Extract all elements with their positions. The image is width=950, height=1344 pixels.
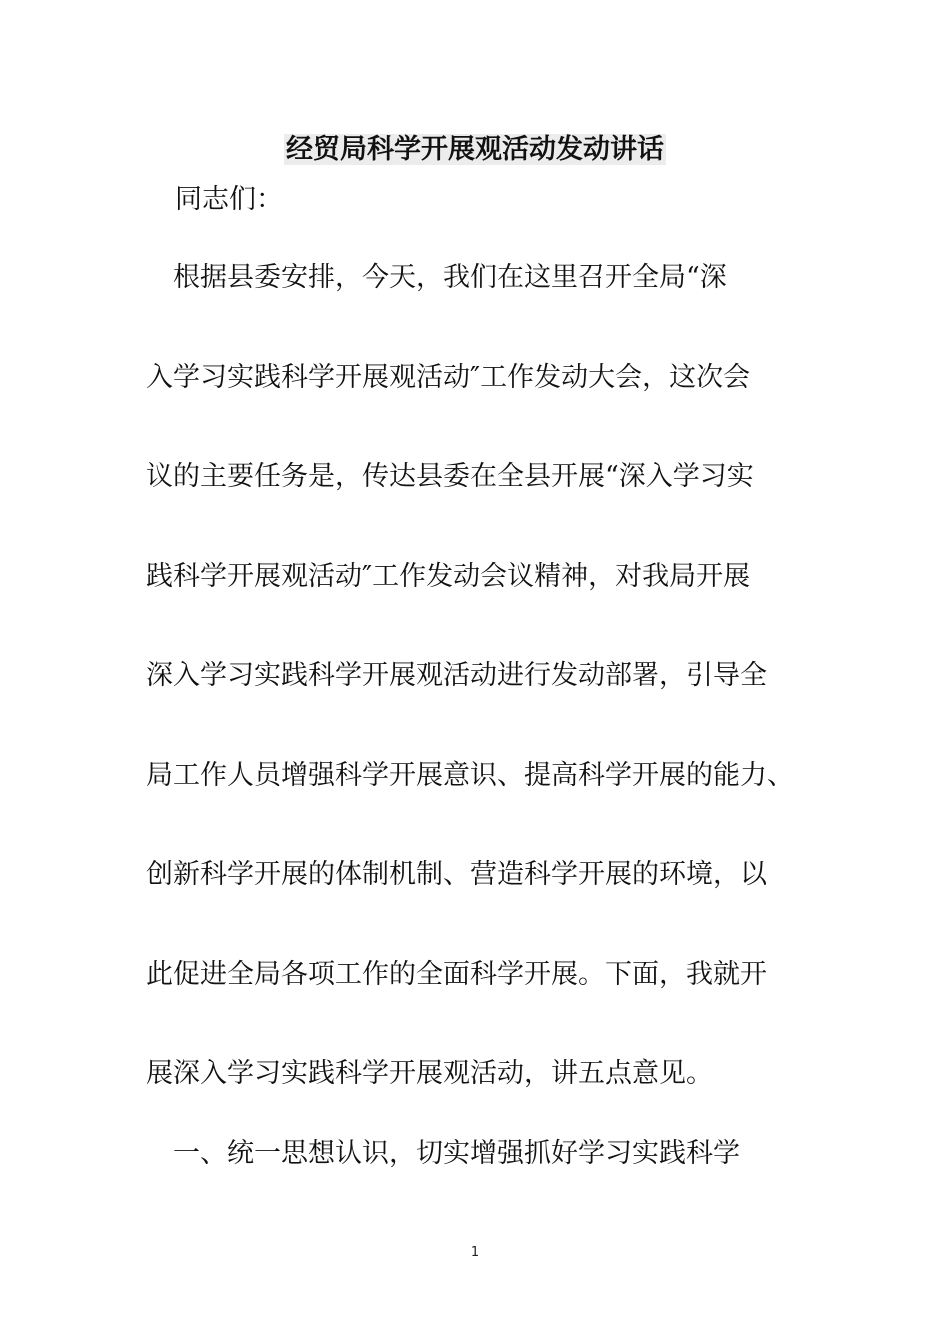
body-line-3: 议的主要任务是，传达县委在全县开展“深入学习实 <box>146 461 754 492</box>
document-title-text: 经贸局科学开展观活动发动讲话 <box>286 134 664 165</box>
body-line-6: 局工作人员增强科学开展意识、提高科学开展的能力、 <box>146 760 794 791</box>
page-number: 1 <box>470 1245 480 1260</box>
body-line-4: 践科学开展观活动″工作发动会议精神，对我局开展 <box>146 561 751 592</box>
body-line-2: 入学习实践科学开展观活动″工作发动大会，这次会 <box>146 362 751 393</box>
body-line-1: 根据县委安排，今天，我们在这里召开全局“深 <box>146 262 727 293</box>
body-line-10: 一、统一思想认识，切实增强抓好学习实践科学 <box>146 1138 740 1169</box>
body-line-9: 展深入学习实践科学开展观活动，讲五点意见。 <box>146 1058 713 1089</box>
body-line-7: 创新科学开展的体制机制、营造科学开展的环境，以 <box>146 859 767 890</box>
document-title <box>0 130 950 170</box>
salutation: 同志们： <box>175 184 283 215</box>
body-line-8: 此促进全局各项工作的全面科学开展。下面，我就开 <box>146 959 767 990</box>
body-line-5: 深入学习实践科学开展观活动进行发动部署，引导全 <box>146 660 767 691</box>
